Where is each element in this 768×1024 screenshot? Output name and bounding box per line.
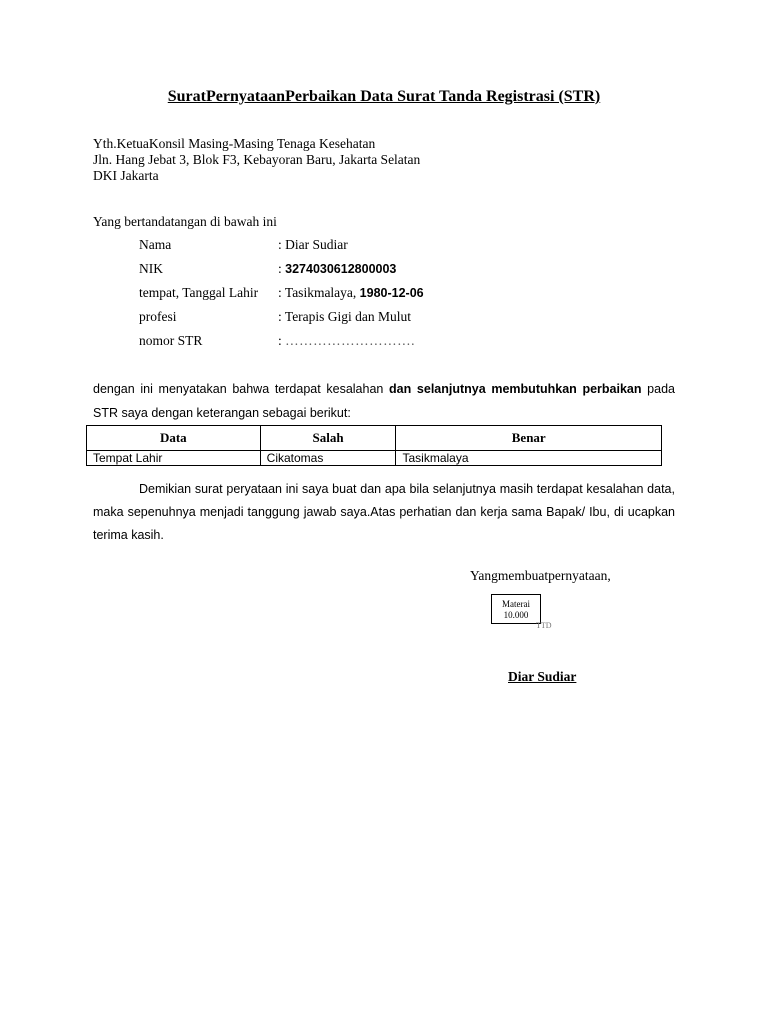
signer-name: Diar Sudiar [508, 669, 577, 684]
table-header-row [87, 426, 662, 451]
recipient-line-1: Yth.KetuaKonsil Masing-Masing Tenaga Kesehatan [93, 136, 376, 151]
recipient-line-3: DKI Jakarta [93, 168, 159, 183]
field-label: tempat, Tanggal Lahir [139, 285, 259, 300]
correction-table [86, 425, 662, 466]
signer-label: Yangmembuatpernyataan, [470, 568, 611, 583]
field-value: : ………………………. [278, 333, 416, 348]
field-label: NIK [139, 261, 163, 276]
table-cell: Tempat Lahir [87, 451, 261, 466]
table-row [87, 451, 662, 466]
field-value: : Terapis Gigi dan Mulut [278, 309, 412, 324]
field-value: : Diar Sudiar [278, 237, 348, 252]
materai-stamp [491, 594, 541, 624]
header-salah: Salah [260, 426, 396, 451]
materai-line-1: Materai [502, 599, 530, 609]
statement-paragraph: dengan ini menyatakan bahwa terdapat kesalahan dan selanjutnya membutuhkan perbaikan pada STR saya dengan keterangan sebagai berikut: [93, 382, 675, 420]
field-label: Nama [139, 237, 172, 252]
ttd-mark: TTD [536, 621, 552, 630]
header-benar: Benar [396, 426, 662, 451]
closing-paragraph: Demikian surat peryataan ini saya buat dan apa bila selanjutnya masih terdapat kesalahan data, maka sepenuhnya menjadi tanggung jawab saya.Atas perhatian dan kerja sama Bapak/ Ibu, di ucapkan terima kasih. [93, 482, 675, 542]
field-value: : 3274030612800003 [278, 261, 397, 276]
recipient-line-2: Jln. Hang Jebat 3, Blok F3, Kebayoran Baru, Jakarta Selatan [93, 152, 421, 167]
intro-text: Yang bertandatangan di bawah ini [93, 214, 277, 229]
table-cell: Cikatomas [260, 451, 396, 466]
materai-line-2: 10.000 [503, 610, 529, 620]
field-label: profesi [139, 309, 177, 324]
field-label: nomor STR [139, 333, 203, 348]
field-value: : Tasikmalaya, 1980-12-06 [278, 285, 424, 300]
recipient-address [93, 136, 420, 184]
letter-title: SuratPernyataanPerbaikan Data Surat Tanda Registrasi (STR) [167, 88, 601, 105]
header-data: Data [87, 426, 261, 451]
table-cell: Tasikmalaya [396, 451, 662, 466]
